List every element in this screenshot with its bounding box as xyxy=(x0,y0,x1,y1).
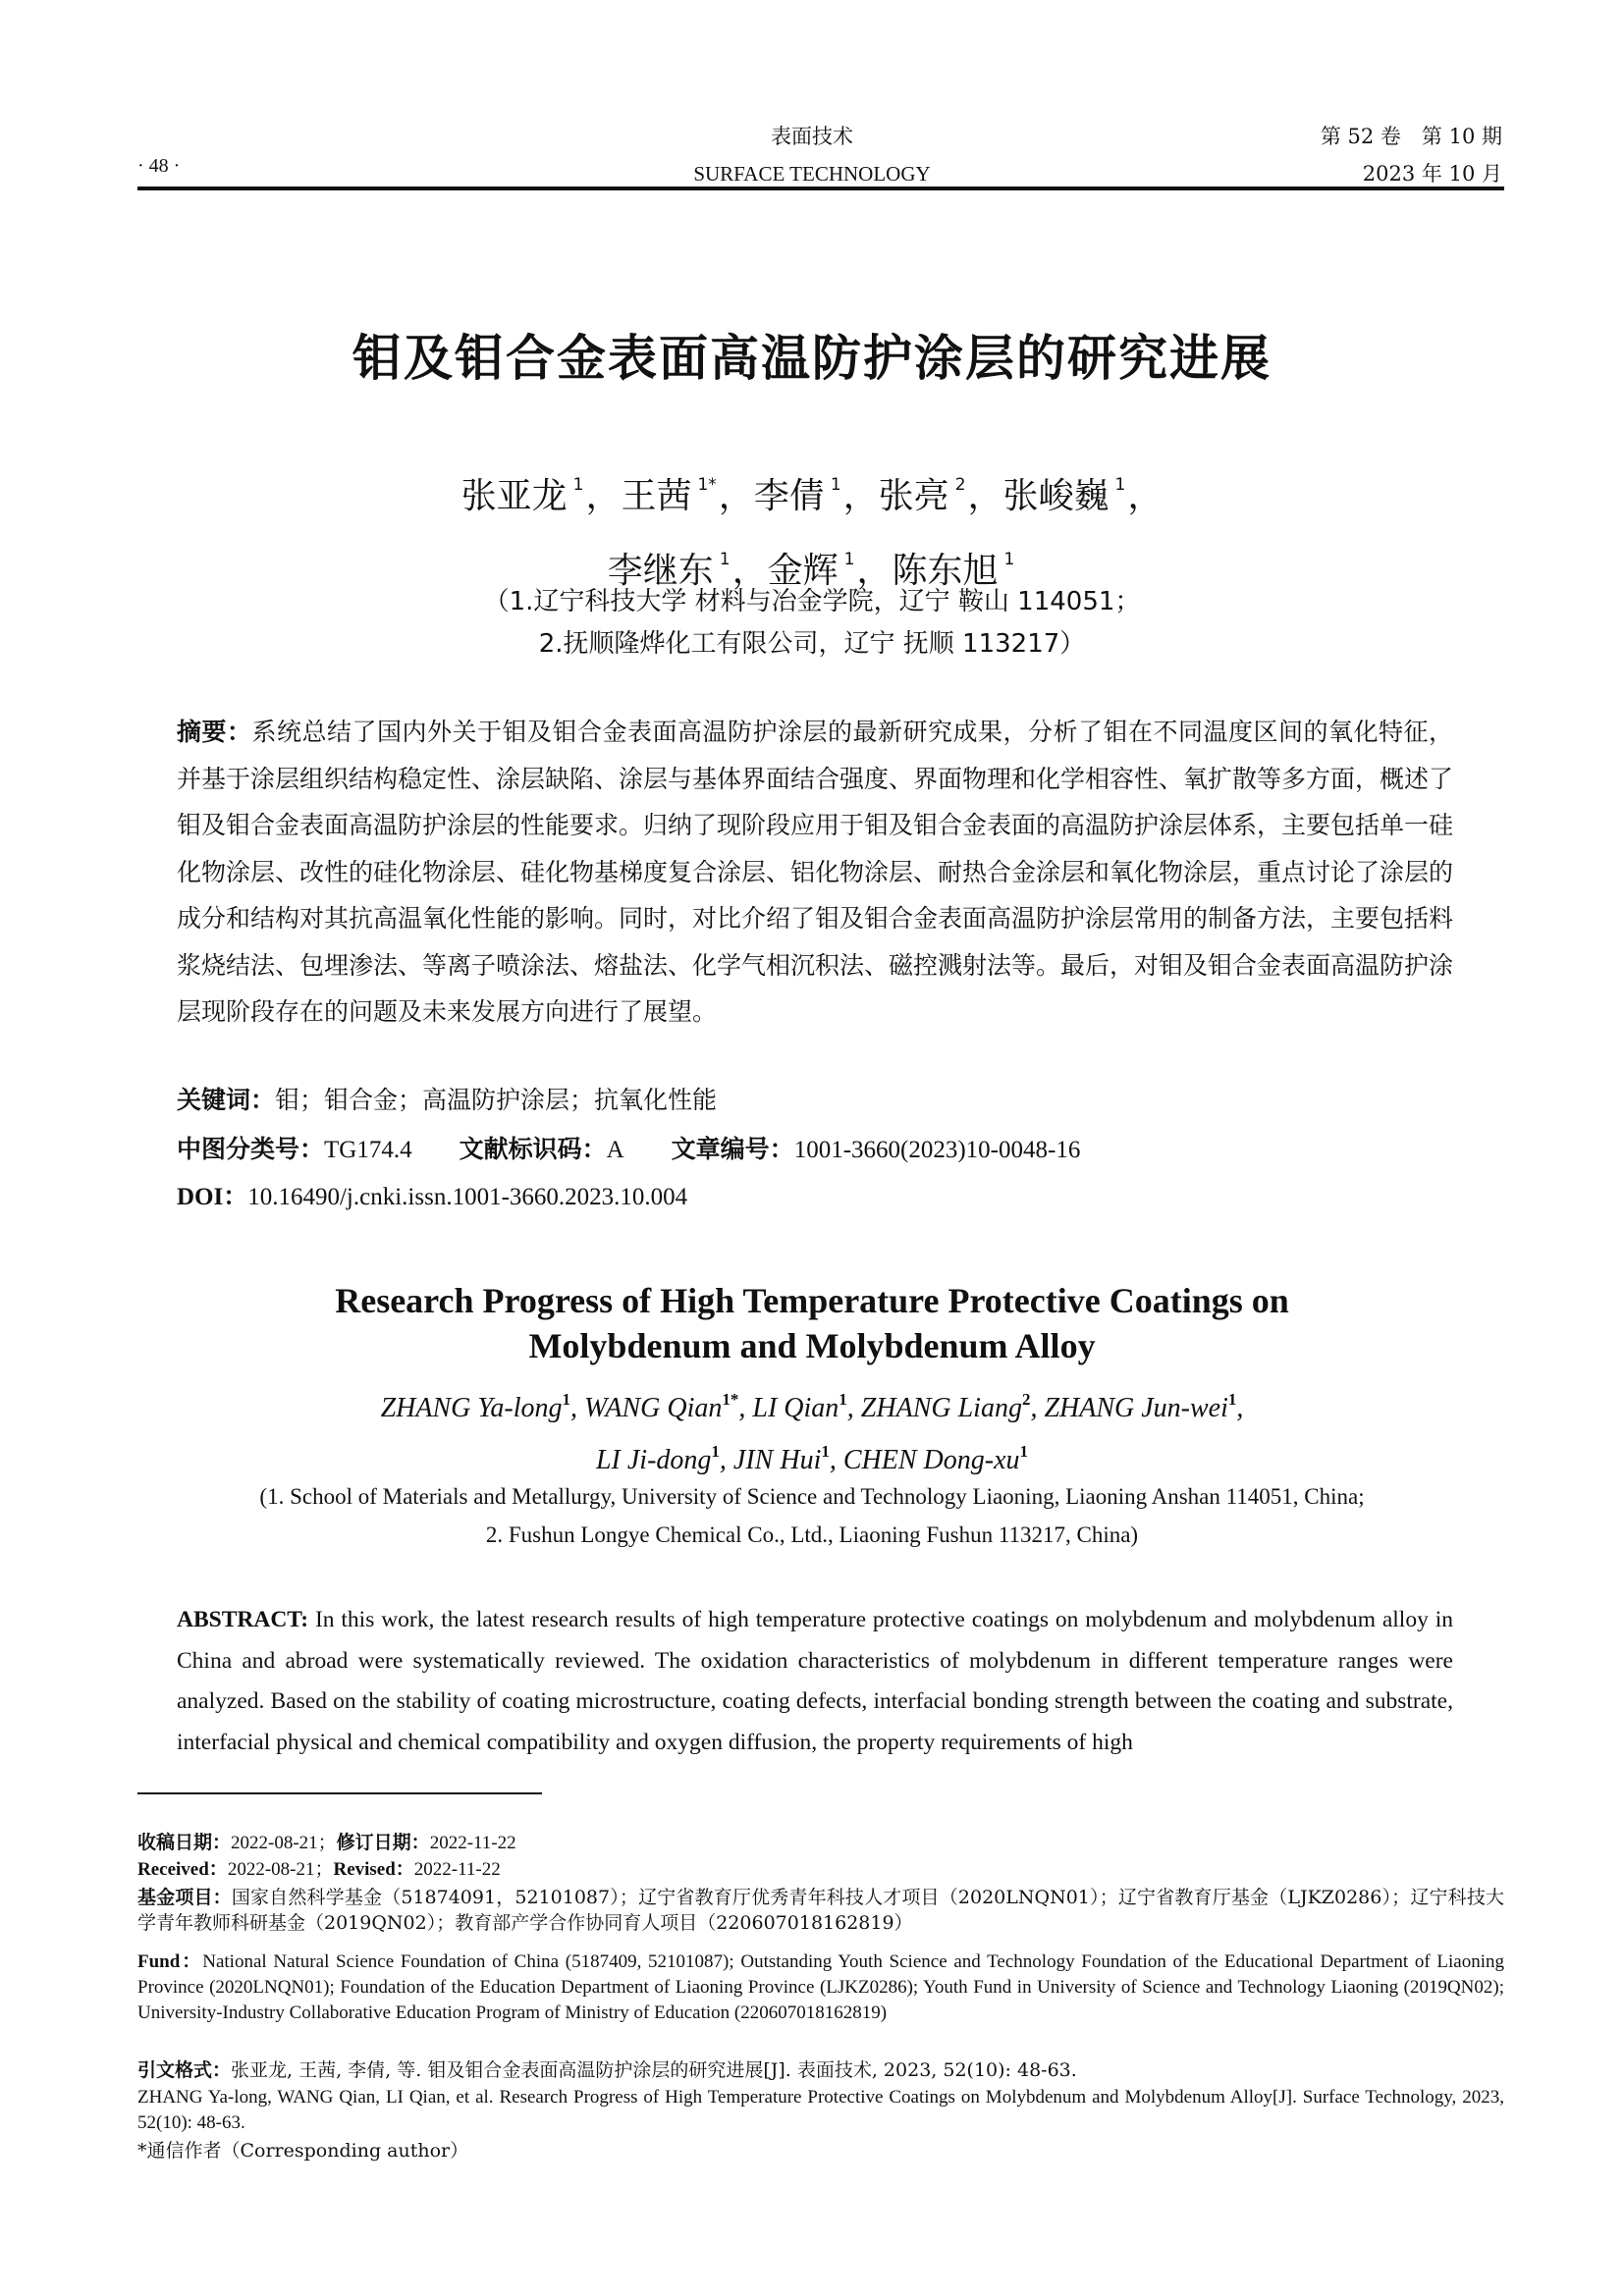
author-affil-mark: 1 xyxy=(1019,1442,1029,1461)
received-en-value: 2022-08-21； xyxy=(227,1859,334,1880)
revised-cn-value: 2022-11-22 xyxy=(429,1833,516,1853)
keywords-text: 钼；钼合金；高温防护涂层；抗氧化性能 xyxy=(275,1086,718,1114)
abstract-cn-label: 摘要： xyxy=(177,718,252,746)
paper-title-en xyxy=(0,1278,1624,1368)
journal-name-cn: 表面技术 xyxy=(771,125,853,148)
title-en-line: Molybdenum and Molybdenum Alloy xyxy=(528,1326,1096,1365)
author-affil-mark: 1 xyxy=(821,1442,830,1461)
author-affil-mark: 1 xyxy=(562,1390,571,1409)
received-cn-label: 收稿日期： xyxy=(137,1832,232,1853)
title-en-line: Research Progress of High Temperature Protective Coatings on xyxy=(335,1281,1289,1320)
fund-en-label: Fund： xyxy=(137,1951,203,1972)
citation-cn-text: 张亚龙, 王茜, 李倩, 等. 钼及钼合金表面高温防护涂层的研究进展[J]. 表面技术, 2023, 52(10): 48-63. xyxy=(231,2059,1077,2081)
fund-cn-label: 基金项目： xyxy=(137,1887,232,1908)
author-affil-mark: 1 xyxy=(843,550,855,569)
author-name: LI Qian xyxy=(752,1393,839,1423)
author-affil-mark: 1 xyxy=(711,1442,720,1461)
doi-value[interactable]: 10.16490/j.cnki.issn.1001-3660.2023.10.004 xyxy=(247,1184,688,1210)
author-name: CHEN Dong-xu xyxy=(842,1445,1020,1475)
footnote-rule xyxy=(137,1792,542,1794)
footnote-received-en xyxy=(137,1857,1504,1883)
author-name: WANG Qian xyxy=(584,1393,723,1423)
author-name: LI Ji-dong xyxy=(595,1445,712,1475)
doi-line xyxy=(177,1177,687,1212)
volume-issue: 第 52 卷 第 10 期 xyxy=(1320,125,1502,148)
page-number: · 48 · xyxy=(137,155,181,177)
footnote-fund-en xyxy=(137,1949,1504,2026)
author-name: 张峻巍 xyxy=(1002,476,1110,516)
author-name: 张亮 xyxy=(878,476,949,516)
author-affil-mark: 1 xyxy=(1227,1390,1237,1409)
fund-cn-text: 国家自然科学基金（51874091，52101087）；辽宁省教育厅优秀青年科技人才项目（2020LNQN01）；辽宁省教育厅基金（LJKZ0286）；辽宁科技大学青年教师科研基金（2019QN02）；教育部产学合作协同育人项目（220607018162819） xyxy=(137,1887,1504,1934)
journal-name-en: SURFACE TECHNOLOGY xyxy=(693,162,931,186)
abstract-en-text: In this work, the latest research results of high temperature protective coatings on molybdenum and molybdenum alloy in China and abroad were systematically reviewed. The oxidation characteristics of molybdenum in different temperature ranges were analyzed. Based on the stability of coating microstructure, coating defects, interfacial bonding strength between the coating and substrate, interfacial physical and chemical compatibility and oxygen diffusion, the property requirements of high xyxy=(177,1607,1453,1755)
issue-info xyxy=(1321,118,1502,192)
author-affil-mark: 2 xyxy=(954,475,966,495)
abstract-en-label: ABSTRACT: xyxy=(177,1607,309,1632)
affiliation-line: 2. Fushun Longye Chemical Co., Ltd., Liaoning Fushun 113217, China) xyxy=(485,1522,1139,1547)
footnote-citation-cn xyxy=(137,2057,1504,2083)
received-en-label: Received： xyxy=(137,1859,228,1880)
author-name: 李继东 xyxy=(607,551,714,591)
abstract-cn xyxy=(177,709,1453,1036)
author-name: JIN Hui xyxy=(732,1445,822,1475)
abstract-en xyxy=(177,1600,1453,1763)
authors-en-line-1: ZHANG Ya-long$^1$, WANG Qian$^{1*}$, LI Qian$^1$, ZHANG Liang$^2$, ZHANG Jun-wei$^1$, xyxy=(380,1390,1244,1423)
footnote-citation-en: ZHANG Ya-long, WANG Qian, LI Qian, et al. Research Progress of High Temperature Protective Coatings on Molybdenum and Molybdenum Alloy[J]. Surface Technology, 2023, 52(10): 48-63. xyxy=(137,2087,1504,2133)
fund-en-text: National Natural Science Foundation of China (5187409, 52101087); Outstanding Youth Science and Technology Foundation of the Educational Department of Liaoning Province (2020LNQN01); Foundation of the Education Department of Liaoning Province (LJKZ0286); Youth Fund in University of Science and Technology Liaoning (2019QN02); University-Industry Collaborative Education Program of Ministry of Education (220607018162819) xyxy=(137,1951,1504,2023)
clc-value: TG174.4 xyxy=(324,1137,412,1163)
issue-date: 2023 年 10 月 xyxy=(1362,162,1502,186)
affiliations-cn xyxy=(0,581,1624,666)
authors-cn-line-2: 李继东 $^1$，金辉 $^1$，陈东旭 $^1$ xyxy=(607,550,1015,591)
doi-label: DOI： xyxy=(177,1184,248,1210)
author-affil-mark: 1* xyxy=(722,1390,739,1409)
affiliation-line: (1. School of Materials and Metallurgy, University of Science and Technology Liaoning, Liaoning Anshan 114051, China; xyxy=(259,1484,1365,1509)
article-number-label: 文章编号： xyxy=(671,1135,794,1163)
author-affil-mark: 1 xyxy=(1114,475,1126,495)
author-name: 金辉 xyxy=(767,551,839,591)
author-affil-mark: 2 xyxy=(1021,1390,1031,1409)
author-affil-mark: 1 xyxy=(1003,550,1015,569)
citation-cn-label: 引文格式： xyxy=(137,2059,232,2081)
affiliation-line: （1.辽宁科技大学 材料与冶金学院，辽宁 鞍山 114051； xyxy=(483,587,1141,616)
authors-en xyxy=(0,1378,1624,1482)
author-affil-mark: 1 xyxy=(572,475,584,495)
article-number-value: 1001-3660(2023)10-0048-16 xyxy=(793,1137,1081,1163)
doc-code-value: A xyxy=(606,1137,624,1163)
header-rule xyxy=(137,187,1504,190)
author-name: 张亚龙 xyxy=(460,476,568,516)
author-name: ZHANG Ya-long xyxy=(380,1393,563,1423)
author-affil-mark: 1* xyxy=(697,475,717,495)
author-name: ZHANG Jun-wei xyxy=(1044,1393,1228,1423)
classification-line xyxy=(177,1130,1080,1165)
doc-code-label: 文献标识码： xyxy=(459,1135,607,1163)
affiliation-line: 2.抚顺隆烨化工有限公司，辽宁 抚顺 113217） xyxy=(538,629,1086,659)
author-name: 李倩 xyxy=(753,476,825,516)
keywords-label: 关键词： xyxy=(177,1086,276,1114)
revised-cn-label: 修订日期： xyxy=(336,1832,430,1853)
author-affil-mark: 1 xyxy=(830,475,841,495)
revised-en-label: Revised： xyxy=(333,1859,414,1880)
keywords-cn xyxy=(177,1081,717,1116)
revised-en-value: 2022-11-22 xyxy=(413,1859,501,1880)
authors-cn-line-1: 张亚龙 $^1$，王茜 $^{1*}$，李倩 $^1$，张亮 $^2$，张峻巍 $^1$， xyxy=(460,475,1164,516)
footnote-fund-cn xyxy=(137,1885,1504,1936)
footnote-corresponding: *通信作者（Corresponding author） xyxy=(137,2140,469,2162)
authors-en-line-2: LI Ji-dong$^1$, JIN Hui$^1$, CHEN Dong-$xu^1$ xyxy=(595,1442,1029,1475)
author-name: 王茜 xyxy=(621,476,692,516)
abstract-cn-text: 系统总结了国内外关于钼及钼合金表面高温防护涂层的最新研究成果，分析了钼在不同温度区间的氧化特征，并基于涂层组织结构稳定性、涂层缺陷、涂层与基体界面结合强度、界面物理和化学相容性、氧扩散等多方面，概述了钼及钼合金表面高温防护涂层的性能要求。归纳了现阶段应用于钼及钼合金表面的高温防护涂层体系，主要包括单一硅化物涂层、改性的硅化物涂层、硅化物基梯度复合涂层、铝化物涂层、耐热合金涂层和氧化物涂层，重点讨论了涂层的成分和结构对其抗高温氧化性能的影响。同时，对比介绍了钼及钼合金表面高温防护涂层常用的制备方法，主要包括料浆烧结法、包埋渗法、等离子喷涂法、熔盐法、化学气相沉积法、磁控溅射法等。最后，对钼及钼合金表面高温防护涂层现阶段存在的问题及未来发展方向进行了展望。 xyxy=(177,718,1454,1026)
author-name: ZHANG Liang xyxy=(860,1393,1022,1423)
affiliations-en xyxy=(0,1477,1624,1554)
author-affil-mark: 1 xyxy=(719,550,731,569)
paper-title-cn: 钼及钼合金表面高温防护涂层的研究进展 xyxy=(352,330,1272,387)
author-name: 陈东旭 xyxy=(892,551,999,591)
received-cn-value: 2022-08-21； xyxy=(231,1833,337,1853)
footnote-received-cn xyxy=(137,1830,1504,1856)
clc-label: 中图分类号： xyxy=(177,1135,325,1163)
author-affil-mark: 1 xyxy=(839,1390,847,1409)
